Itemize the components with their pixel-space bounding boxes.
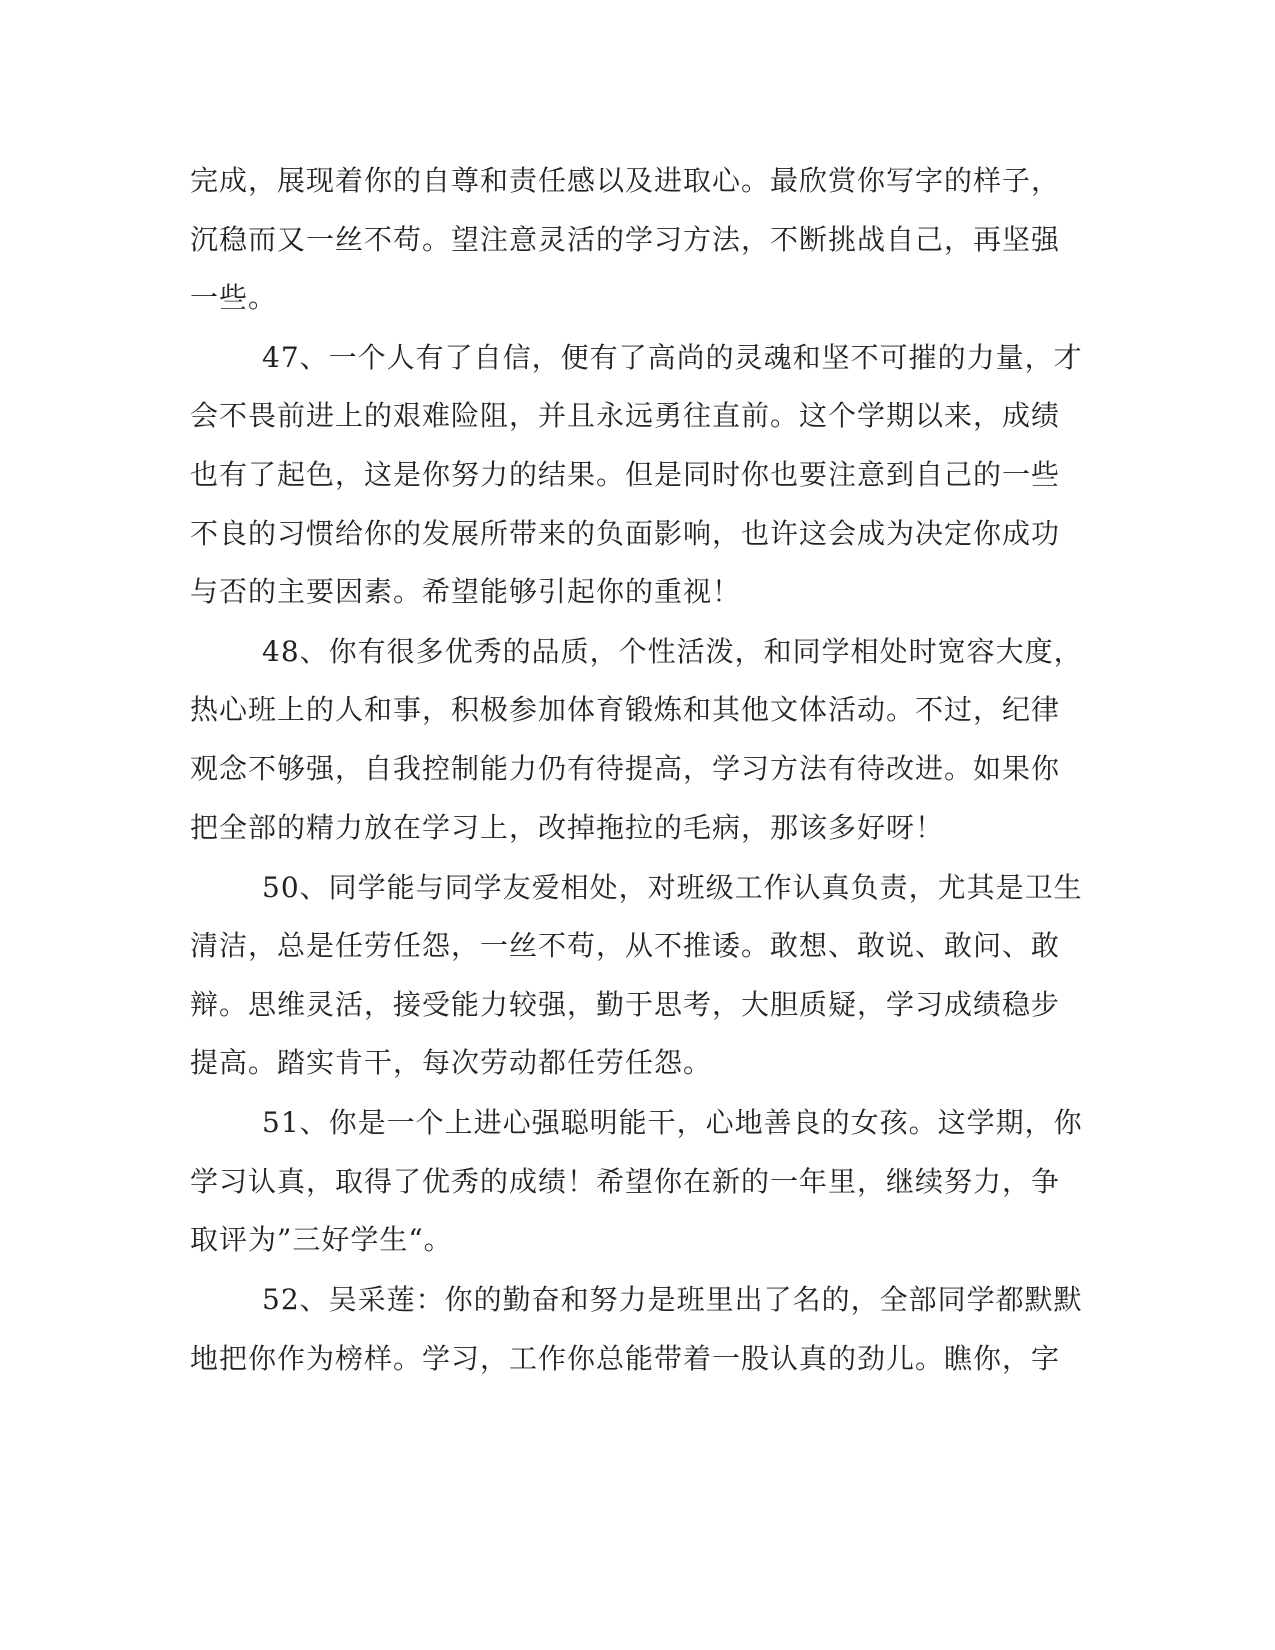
- text-line: 一些。: [190, 281, 278, 314]
- text-line: 学习认真，取得了优秀的成绩！希望你在新的一年里，继续努力，争: [190, 1165, 1061, 1198]
- text-line: 热心班上的人和事，积极参加体育锻炼和其他文体活动。不过，纪律: [190, 693, 1061, 726]
- text-line: 清洁，总是任劳任怨，一丝不苟，从不推诿。敢想、敢说、敢问、敢: [190, 929, 1061, 962]
- text-line: 不良的习惯给你的发展所带来的负面影响，也许这会成为决定你成功: [190, 517, 1061, 550]
- text-line: 沉稳而又一丝不苟。望注意灵活的学习方法，不断挑战自己，再坚强: [190, 223, 1061, 256]
- paragraph-start-51: 51、你是一个上进心强聪明能干，心地善良的女孩。这学期，你: [262, 1106, 1083, 1139]
- text-line: 与否的主要因素。希望能够引起你的重视！: [190, 575, 742, 608]
- paragraph-start-47: 47、一个人有了自信，便有了高尚的灵魂和坚不可摧的力量，才: [262, 341, 1083, 374]
- paragraph-start-50: 50、同学能与同学友爱相处，对班级工作认真负责，尤其是卫生: [262, 871, 1083, 904]
- text-line: 取评为”三好学生“。: [190, 1223, 453, 1256]
- text-line: 地把你作为榜样。学习，工作你总能带着一股认真的劲儿。瞧你，字: [190, 1342, 1061, 1375]
- text-line: 提高。踏实肯干，每次劳动都任劳任怨。: [190, 1046, 713, 1079]
- paragraph-start-48: 48、你有很多优秀的品质，个性活泼，和同学相处时宽容大度，: [262, 635, 1083, 668]
- text-line: 也有了起色，这是你努力的结果。但是同时你也要注意到自己的一些: [190, 458, 1061, 491]
- paragraph-start-52: 52、吴采莲：你的勤奋和努力是班里出了名的，全部同学都默默: [262, 1283, 1083, 1316]
- text-line: 观念不够强，自我控制能力仍有待提高，学习方法有待改进。如果你: [190, 752, 1061, 785]
- text-line: 完成，展现着你的自尊和责任感以及进取心。最欣赏你写字的样子，: [190, 164, 1061, 197]
- text-line: 把全部的精力放在学习上，改掉拖拉的毛病，那该多好呀！: [190, 811, 945, 844]
- text-line: 辩。思维灵活，接受能力较强，勤于思考，大胆质疑，学习成绩稳步: [190, 988, 1061, 1021]
- text-line: 会不畏前进上的艰难险阻，并且永远勇往直前。这个学期以来，成绩: [190, 399, 1061, 432]
